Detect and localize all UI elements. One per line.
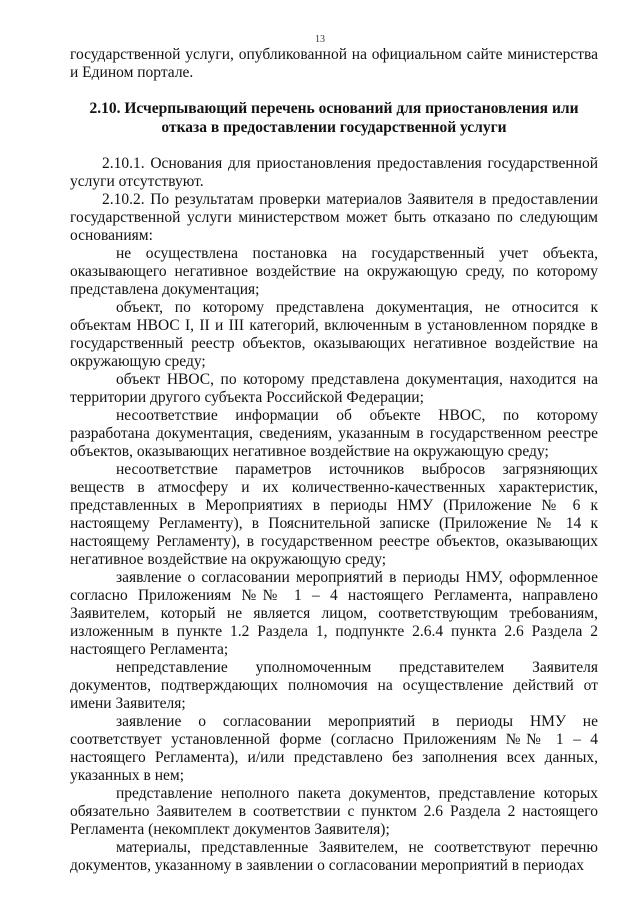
page-content [70,46,598,875]
refusal-ground-item: материалы, представленные Заявителем, не соответствуют перечню документов, указанному в заявлении о согласовании мероприятий в периодах [70,839,598,874]
refusal-ground-item: заявление о согласовании мероприятий в периоды НМУ не соответствует установленной форме (согласно Приложениям №№ 1 – 4 настоящего Регламента), и/или представлено без заполнения всех данных, указанных в нем; [70,713,598,784]
refusal-ground-item: представление неполного пакета документов, представление которых обязательно Заявителем в соответствии с пунктом 2.6 Раздела 2 настоящего Регламента (некомплект документов Заявителя); [70,785,598,838]
page-number: 13 [315,34,325,45]
section-heading [70,99,598,137]
paragraph-2-10-2: 2.10.2. По результатам проверки материалов Заявителя в предоставлении государственной услуги министерством может быть отказано по следующим основаниям: [70,191,598,244]
refusal-ground-item: непредставление уполномоченным представителем Заявителя документов, подтверждающих полномочия на осуществление действий от имени Заявителя; [70,659,598,712]
refusal-ground-item: несоответствие информации об объекте НВОС, по которому разработана документация, сведениям, указанным в государственном реестре объектов, оказывающих негативное воздействие на окружающую среду; [70,407,598,460]
refusal-ground-item: объект НВОС, по которому представлена документация, находится на территории другого субъекта Российской Федерации; [70,371,598,406]
refusal-ground-item: несоответствие параметров источников выбросов загрязняющих веществ в атмосферу и их количественно-качественных характеристик, представленных в Мероприятиях в периоды НМУ (Приложение № 6 к настоящему Регламенту), в Пояснительной записке (Приложение № 14 к настоящему Регламенту), в государственном реестре объектов, оказывающих негативное воздействие на окружающую среду; [70,461,598,568]
section-heading-line-1: 2.10. Исчерпывающий перечень оснований для приостановления или [89,100,579,117]
refusal-ground-item: не осуществлена постановка на государственный учет объекта, оказывающего негативное воздействие на окружающую среду, по которому представлена документация; [70,245,598,298]
refusal-ground-item: объект, по которому представлена документация, не относится к объектам НВОС I, II и III категорий, включенным в установленном порядке в государственный реестр объектов, оказывающих негативное воздействие на окружающую среду; [70,299,598,370]
refusal-ground-item: заявление о согласовании мероприятий в периоды НМУ, оформленное согласно Приложениям №№ 1 – 4 настоящего Регламента, направлено Заявителем, который не является лицом, соответствующим требованиям, изложенным в пункте 1.2 Раздела 1, подпункте 2.6.4 пункта 2.6 Раздела 2 настоящего Регламента; [70,569,598,658]
paragraph-2-10-1: 2.10.1. Основания для приостановления предоставления государственной услуги отсутствуют. [70,155,598,190]
section-heading-line-2: отказа в предоставлении государственной услуги [161,119,507,136]
intro-continuation: государственной услуги, опубликованной на официальном сайте министерства и Едином портале. [70,46,598,81]
